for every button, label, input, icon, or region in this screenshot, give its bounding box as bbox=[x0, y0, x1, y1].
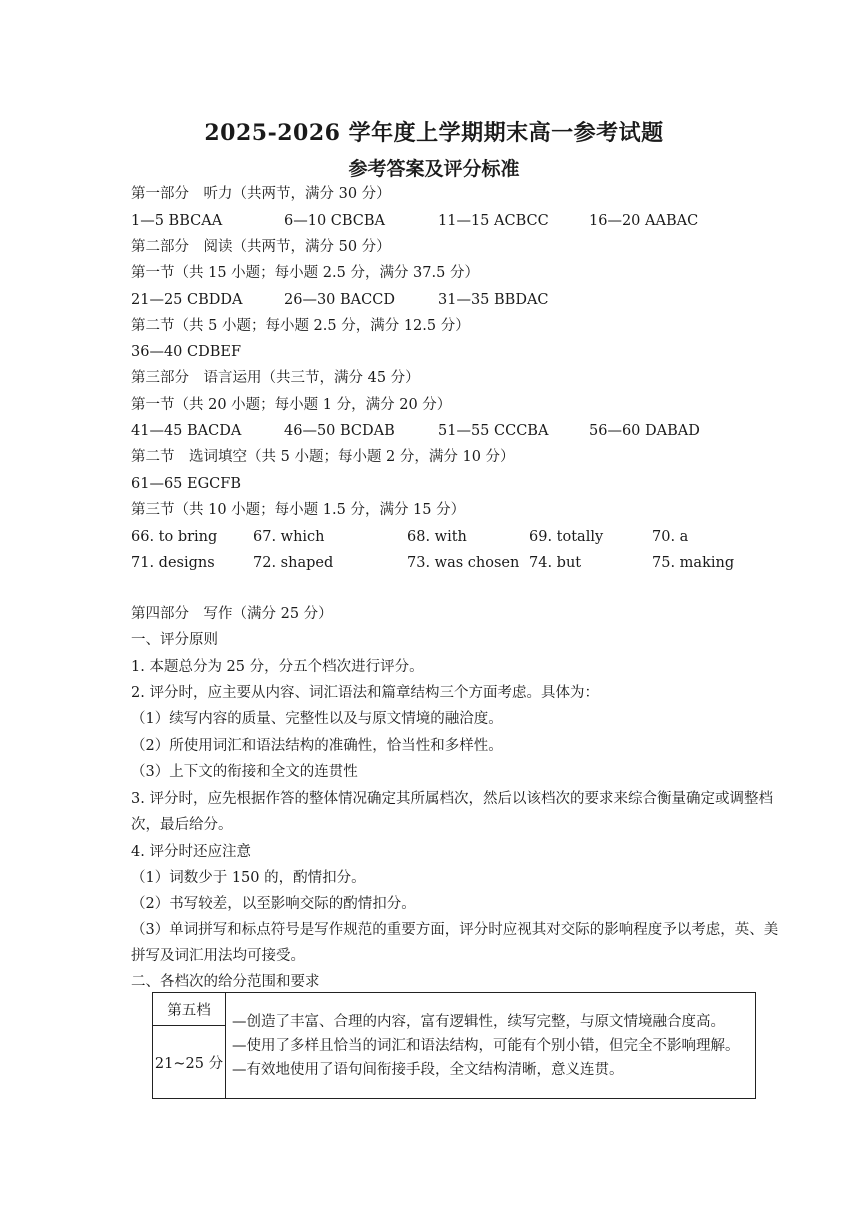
page-subtitle: 参考答案及评分标准 bbox=[348, 158, 520, 180]
answer-group: 21—25 CBDDA bbox=[131, 292, 243, 308]
answer-group: 51—55 CCCBA bbox=[438, 423, 549, 439]
level-description bbox=[226, 993, 756, 1099]
part3-section1-answers bbox=[131, 421, 771, 441]
part3-section2-heading: 第二节 选词填空（共 5 小题；每小题 2 分，满分 10 分） bbox=[131, 449, 515, 465]
part2-heading: 第二部分 阅读（共两节，满分 50 分） bbox=[131, 239, 391, 255]
page-title: 2025-2026 学年度上学期期末高一参考试题 bbox=[204, 120, 664, 146]
answer-group: 11—15 ACBCC bbox=[438, 213, 549, 229]
part3-section2-answers: 61—65 EGCFB bbox=[131, 476, 241, 492]
answer-group: 6—10 CBCBA bbox=[284, 213, 386, 229]
answer-item: 74. but bbox=[529, 555, 582, 571]
levels-table bbox=[152, 992, 756, 1099]
answer-item: 75. making bbox=[652, 555, 735, 571]
answer-group: 41—45 BACDA bbox=[131, 423, 242, 439]
part3-section3-heading: 第三节（共 10 小题；每小题 1.5 分，满分 15 分） bbox=[131, 502, 466, 518]
part4-heading: 第四部分 写作（满分 25 分） bbox=[131, 606, 333, 622]
level-criterion: —使用了多样且恰当的词汇和语法结构，可能有个别小错，但完全不影响理解。 bbox=[232, 1037, 740, 1054]
level-criterion: —创造了丰富、合理的内容，富有逻辑性，续写完整，与原文情境融合度高。 bbox=[232, 1013, 725, 1030]
part2-section2-heading: 第二节（共 5 小题；每小题 2.5 分，满分 12.5 分） bbox=[131, 318, 470, 334]
principle-2-item: （2）所使用词汇和语法结构的准确性，恰当性和多样性。 bbox=[131, 738, 503, 754]
principle-4-item: （2）书写较差，以至影响交际的酌情扣分。 bbox=[131, 896, 416, 912]
part3-heading: 第三部分 语言运用（共三节，满分 45 分） bbox=[131, 370, 420, 386]
principle-2-item: （1）续写内容的质量、完整性以及与原文情境的融洽度。 bbox=[131, 711, 503, 727]
part2-section1-answers bbox=[131, 290, 771, 310]
part1-heading: 第一部分 听力（共两节，满分 30 分） bbox=[131, 186, 391, 202]
answer-group: 16—20 AABAC bbox=[589, 213, 699, 229]
answer-group: 26—30 BACCD bbox=[284, 292, 395, 308]
table-row bbox=[153, 993, 756, 1026]
principle-1: 1. 本题总分为 25 分，分五个档次进行评分。 bbox=[131, 659, 424, 675]
level-score-range: 21~25 分 bbox=[153, 1026, 226, 1099]
part3-section3-row1 bbox=[131, 527, 771, 547]
part2-section1-heading: 第一节（共 15 小题；每小题 2.5 分，满分 37.5 分） bbox=[131, 265, 479, 281]
level-name: 第五档 bbox=[153, 993, 226, 1026]
principle-4-item: （3）单词拼写和标点符号是写作规范的重要方面，评分时应视其对交际的影响程度予以考虑，英、美拼写及词汇用法均可接受。 bbox=[131, 922, 779, 964]
answer-item: 71. designs bbox=[131, 555, 215, 571]
part3-section1-heading: 第一节（共 20 小题；每小题 1 分，满分 20 分） bbox=[131, 397, 452, 413]
levels-heading: 二、各档次的给分范围和要求 bbox=[131, 974, 320, 990]
principle-3: 3. 评分时，应先根据作答的整体情况确定其所属档次，然后以该档次的要求来综合衡量确定或调整档次，最后给分。 bbox=[131, 791, 773, 833]
principle-4: 4. 评分时还应注意 bbox=[131, 844, 251, 860]
answer-item: 67. which bbox=[253, 529, 325, 545]
answer-group: 46—50 BCDAB bbox=[284, 423, 395, 439]
answer-item: 73. was chosen bbox=[407, 555, 520, 571]
principles-heading: 一、评分原则 bbox=[131, 632, 218, 648]
answer-item: 68. with bbox=[407, 529, 467, 545]
principle-2-item: （3）上下文的衔接和全文的连贯性 bbox=[131, 764, 358, 780]
answer-group: 56—60 DABAD bbox=[589, 423, 700, 439]
principle-4-item: （1）词数少于 150 的，酌情扣分。 bbox=[131, 870, 366, 886]
part1-answers bbox=[131, 211, 771, 231]
answer-group: 1—5 BBCAA bbox=[131, 213, 223, 229]
answer-item: 72. shaped bbox=[253, 555, 334, 571]
answer-item: 69. totally bbox=[529, 529, 604, 545]
answer-item: 66. to bring bbox=[131, 529, 218, 545]
part2-section2-answers: 36—40 CDBEF bbox=[131, 344, 242, 360]
part3-section3-row2 bbox=[131, 553, 771, 573]
level-criterion: —有效地使用了语句间衔接手段，全文结构清晰，意义连贯。 bbox=[232, 1061, 624, 1078]
answer-group: 31—35 BBDAC bbox=[438, 292, 549, 308]
answer-item: 70. a bbox=[652, 529, 689, 545]
principle-2: 2. 评分时，应主要从内容、词汇语法和篇章结构三个方面考虑。具体为： bbox=[131, 685, 599, 701]
